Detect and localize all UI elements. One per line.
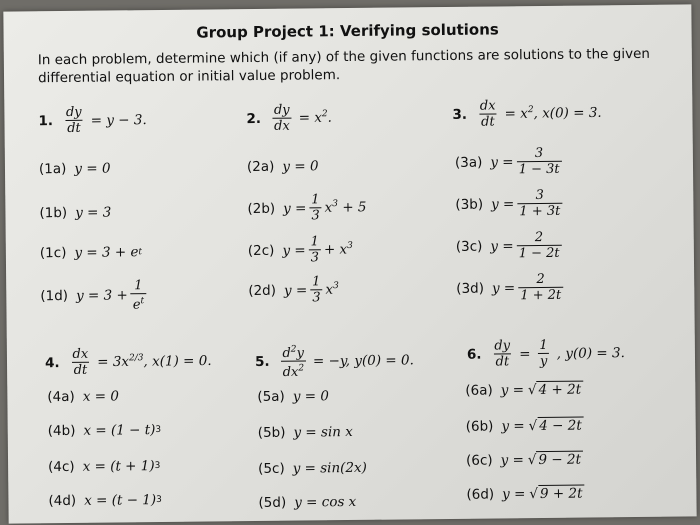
- problem-3-equation: 3. $\frac{dx}{dt}$ = $x^2$, x(0) = 3.: [452, 98, 602, 130]
- problem-2-equation: 2. $\frac{dy}{dx}$ = $x^2$.: [246, 102, 333, 134]
- option-4b: (4b) x = (1 − t) 3: [47, 422, 162, 440]
- option-4d: (4d) x = (t − 1) 3: [48, 492, 162, 510]
- problem-number: 5.: [254, 353, 270, 370]
- option-3a: (3a) y = $\frac{3}{1 - 3t}$: [454, 145, 560, 178]
- option-5a: (5a) y = 0: [257, 388, 329, 405]
- option-4a: (4a) x = 0: [47, 388, 119, 406]
- problem-1-equation: 1. $\frac{dy}{dt}$ = y − 3.: [38, 104, 147, 136]
- option-1c: (1c) y = 3 + e t: [39, 244, 143, 262]
- problem-number: 2.: [246, 110, 262, 127]
- option-5b: (5b) y = sin x: [257, 423, 353, 441]
- fraction: $\frac{d^2y}{dx^2}$: [280, 342, 306, 380]
- fraction: $\frac{1}{y}$: [539, 337, 548, 370]
- option-6c: (6c) y = √ 9 − 2t: [465, 451, 582, 469]
- fraction: $\frac{dy}{dt}$: [65, 104, 82, 136]
- option-3c: (3c) y = $\frac{2}{1 - 2t}$: [455, 229, 560, 262]
- option-2b: (2b) y = $\frac{1}{3}$ $x^3 + 5$: [247, 192, 367, 224]
- option-1a: (1a) y = 0: [38, 160, 111, 178]
- option-2d: (2d) y = $\frac{1}{3}$ $x^3$: [248, 274, 339, 306]
- fraction: $\frac{dy}{dx}$: [273, 102, 290, 134]
- problem-number: 6.: [466, 346, 482, 363]
- instructions: In each problem, determine which (if any) of the given functions are solutions to the given differential equation or initial value problem.: [37, 45, 650, 87]
- option-5d: (5d) y = cos x: [258, 493, 357, 511]
- option-2a: (2a) y = 0: [246, 158, 319, 176]
- problem-5-equation: 5. $\frac{d^2y}{dx^2}$ = −y, y(0) = 0.: [255, 341, 414, 380]
- option-4c: (4c) x = (t + 1) 3: [48, 458, 161, 476]
- option-6d: (6d) y = √ 9 + 2t: [466, 485, 583, 503]
- problem-number: 4.: [44, 354, 60, 371]
- option-1d: (1d) y = 3 + $\frac{1}{e^t}$: [40, 278, 149, 313]
- option-6b: (6b) y = √ 4 − 2t: [465, 417, 582, 435]
- fraction: $\frac{dx}{dt}$: [479, 98, 496, 130]
- option-3d: (3d) y = $\frac{2}{1 + 2t}$: [456, 271, 562, 304]
- fraction: $\frac{dx}{dt}$: [72, 346, 89, 378]
- problem-number: 3.: [452, 106, 468, 123]
- option-3b: (3b) y = $\frac{3}{1 + 3t}$: [455, 187, 561, 220]
- option-2c: (2c) y = $\frac{1}{3}$ + $x^3$: [247, 234, 353, 266]
- fraction: $\frac{dy}{dt}$: [494, 338, 511, 370]
- problem-4-equation: 4. $\frac{dx}{dt}$ = $3x^{2/3}$, x(1) = 0.: [44, 346, 212, 378]
- problem-6-equation: 6. $\frac{dy}{dt}$ = $\frac{1}{y}$ , y(0) = 3.: [466, 337, 625, 370]
- option-1b: (1b) y = 3: [39, 204, 112, 222]
- worksheet: [3, 4, 696, 523]
- problem-number: 1.: [38, 112, 54, 129]
- option-5c: (5c) y = sin(2x): [258, 459, 367, 477]
- option-6a: (6a) y = √ 4 + 2t: [465, 381, 582, 399]
- page-title: Group Project 1: Verifying solutions: [196, 20, 499, 42]
